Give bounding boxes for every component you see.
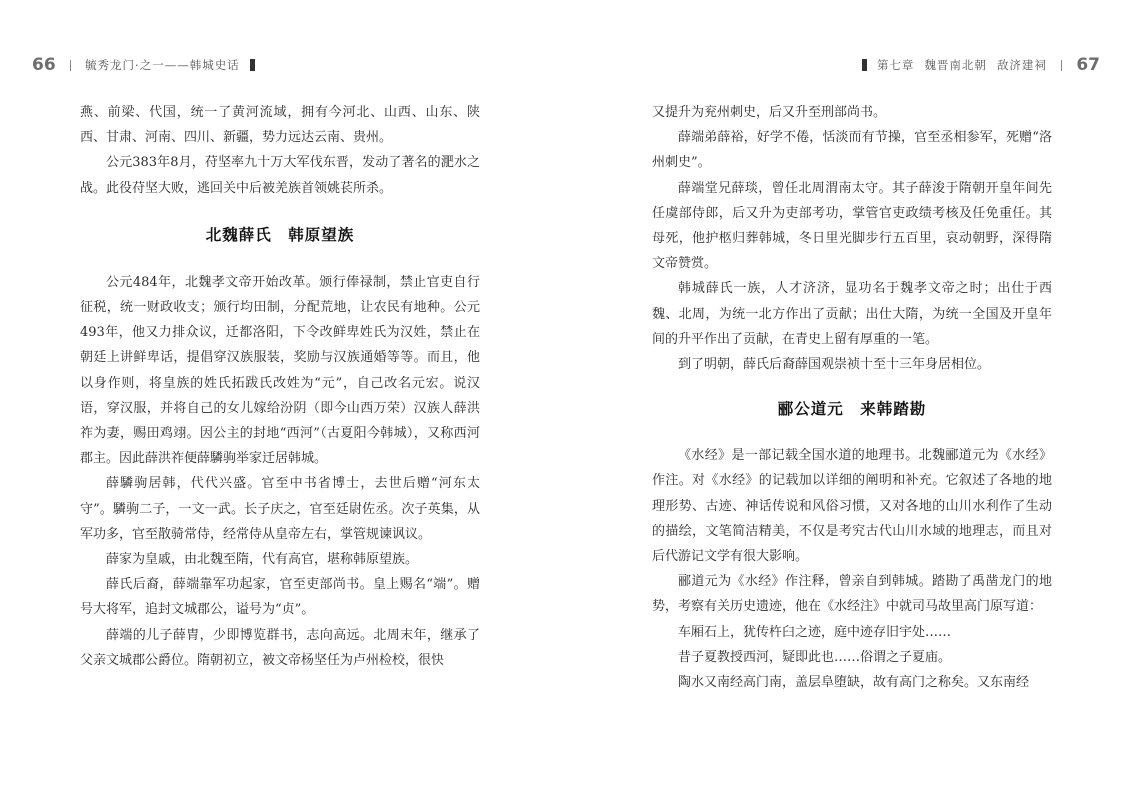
left-page-number: 66 bbox=[32, 55, 56, 75]
right-running-title bbox=[877, 57, 1047, 73]
header-block-mark bbox=[250, 59, 255, 71]
chapter-label: 第七章 bbox=[876, 58, 915, 72]
chapter-title: 魏晋南北朝 bbox=[924, 58, 987, 72]
header-block-mark bbox=[862, 59, 867, 71]
body-paragraph: 燕、前梁、代国，统一了黄河流域，拥有今河北、山西、山东、陕西、甘肃、河南、四川、新疆，势力远达云南、贵州。 bbox=[80, 105, 480, 146]
chapter-subtitle: 敌济建祠 bbox=[996, 58, 1047, 72]
body-paragraph: 薛氏后裔，薛端靠军功起家，官至吏部尚书。皇上赐名“端”。赠号大将军，追封文城郡公，谥号为“贞”。 bbox=[80, 577, 480, 618]
header-divider bbox=[70, 60, 71, 71]
body-paragraph: 薛端堂兄薛琰，曾任北周渭南太守。其子薛浚于隋朝开皇年间先任虞部侍郎，后又升为吏部考功，掌管官吏政绩考核及任免重任。其母死，他护柩归葬韩城，冬日里光脚步行五百里，哀动朝野，深得隋文帝赞赏。 bbox=[652, 180, 1052, 272]
section-heading: 北魏薛氏 韩原望族 bbox=[205, 225, 355, 244]
body-paragraph: 到了明朝，薛氏后裔薛国观崇祯十至十三年身居相位。 bbox=[678, 357, 991, 373]
section-heading: 郦公道元 来韩踏勘 bbox=[777, 400, 927, 419]
body-paragraph: 《水经》是一部记载全国水道的地理书。北魏郦道元为《水经》作注。对《水经》的记载加以详细的阐明和补充。它叙述了各地的地理形势、古迹、神话传说和风俗习惯，又对各地的山川水利作了生动的描绘，文笔简洁精美，不仅是考究古代山川水域的地理志，而且对后代游记文学有很大影响。 bbox=[652, 448, 1052, 565]
header-divider bbox=[1061, 60, 1062, 71]
right-page bbox=[566, 0, 1132, 799]
body-paragraph: 薛驎驹居韩，代代兴盛。官至中书省博士，去世后赠“河东太守”。驎驹二子，一文一武。长子庆之，官至廷尉佐丞。次子英集，从军功多，官至散骑常侍，经常侍从皇帝左右，掌管规谏讽议。 bbox=[80, 476, 480, 542]
body-paragraph: 郦道元为《水经》作注释，曾亲自到韩城。踏勘了禹凿龙门的地势，考察有关历史遗迹，他在《水经注》中就司马故里高门原写道： bbox=[652, 574, 1052, 615]
body-paragraph: 韩城薛氏一族，人才济济，显功名于魏孝文帝之时；出仕于西魏、北周，为统一北方作出了贡献；出仕大隋，为统一全国及开皇年间的升平作出了贡献，在青史上留有厚重的一笔。 bbox=[652, 281, 1052, 347]
body-paragraph: 公元383年8月，苻坚率九十万大军伐东晋，发动了著名的淝水之战。此役苻坚大败，逃回关中后被羌族首领姚苌所杀。 bbox=[80, 155, 480, 196]
right-page-number: 67 bbox=[1076, 55, 1100, 75]
body-paragraph: 薛端弟薛裕，好学不倦，恬淡而有节操，官至丞相参军，死赠“洛州刺史”。 bbox=[652, 130, 1052, 171]
body-paragraph: 陶水又南经高门南，盖层阜堕缺，故有高门之称矣。又东南经 bbox=[678, 675, 1030, 691]
left-page-header bbox=[32, 53, 265, 77]
body-paragraph: 薛端的儿子薛胄，少即博览群书，志向高远。北周末年，继承了父亲文城郡公爵位。隋朝初立，被文帝杨坚任为卢州检校，很快 bbox=[80, 627, 480, 668]
body-paragraph: 又提升为兖州刺史，后又升至刑部尚书。 bbox=[652, 105, 887, 120]
body-paragraph: 公元484年，北魏孝文帝开始改革。颁行俸禄制，禁止官吏自行征税，统一财政收支；颁行均田制，分配荒地，让农民有地种。公元493年，他又力排众议，迁都洛阳，下令改鲜卑姓氏为汉姓，禁止在朝廷上讲鲜卑话，提倡穿汉族服装，奖励与汉族通婚等等。而且，他以身作则，将皇族的姓氏拓跋氏改姓为“元”，自己改名元宏。说汉语，穿汉服，并将自己的女儿嫁给汾阴（即今山西万荣）汉族人薛洪祚为妻，赐田鸡翊。因公主的封地“西河”（古夏阳今韩城），又称西河郡主。因此薛洪祚便薛驎驹举家迁居韩城。 bbox=[80, 274, 480, 467]
body-paragraph: 昔子夏教授西河，疑即此也……俗谓之子夏庙。 bbox=[678, 649, 952, 665]
left-page-body bbox=[80, 100, 480, 673]
body-paragraph: 薛家为皇戚，由北魏至隋，代有高官，堪称韩原望族。 bbox=[106, 552, 419, 568]
right-page-body bbox=[652, 100, 1052, 695]
body-paragraph: 车厢石上，犹传杵臼之迹，庭中迹存旧宇处…… bbox=[678, 624, 952, 640]
right-page-header bbox=[852, 53, 1100, 77]
left-running-title: 毓秀龙门·之一——韩城史话 bbox=[85, 58, 240, 72]
